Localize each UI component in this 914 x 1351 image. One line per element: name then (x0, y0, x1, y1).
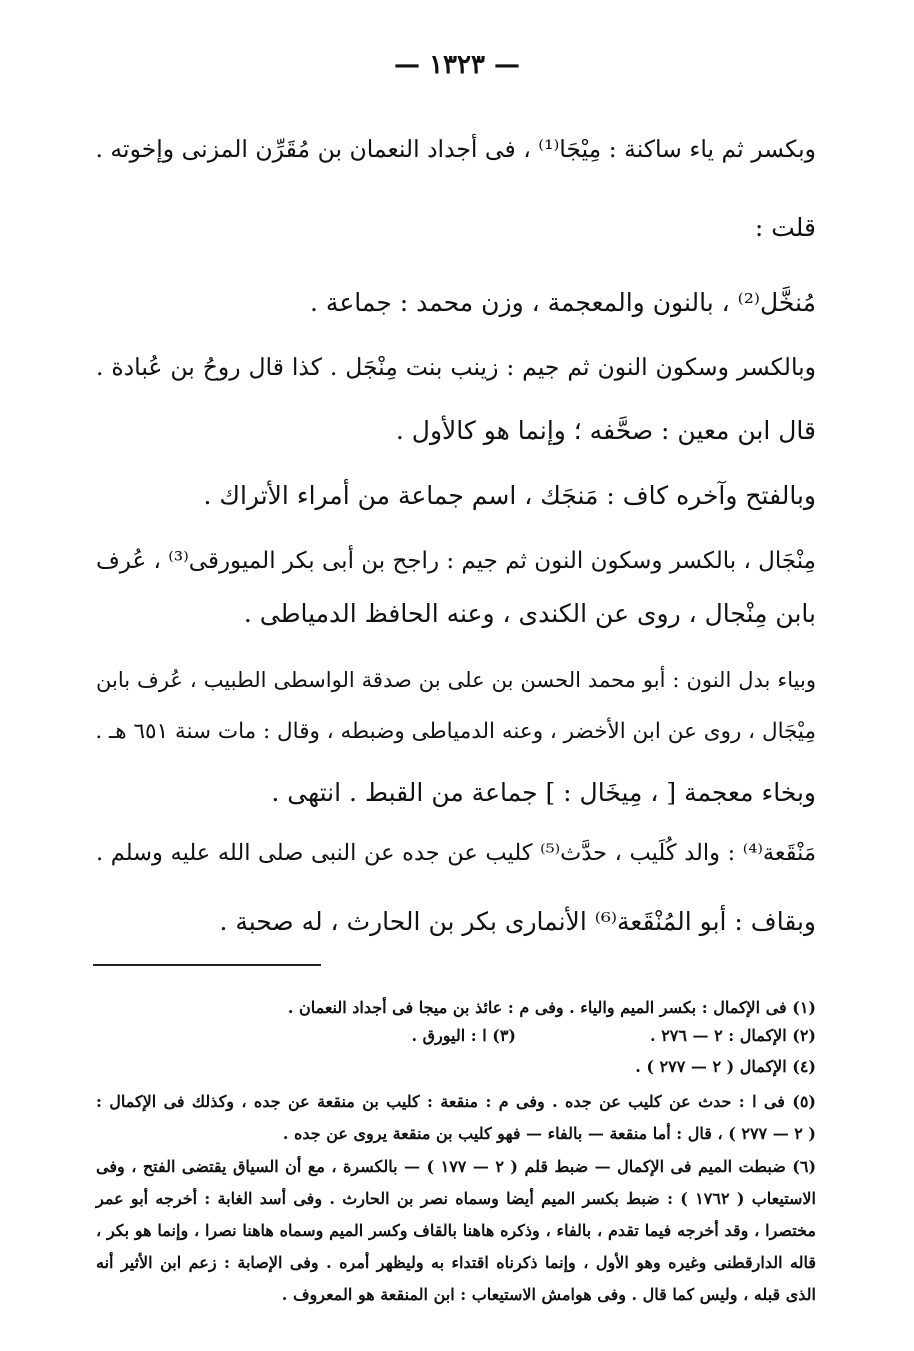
footnote-divider (93, 964, 321, 966)
footnote-5-line: ( ٢ — ٢٧٧ ) ، قال : أما منقعة — بالفاء — فهو كليب بن منقعة يروى عن جده . (282, 1124, 816, 1143)
text-line: بابن مِنْجال ، روى عن الكندى ، وعنه الحافظ الدمياطى . (243, 599, 816, 628)
text-line: مِيْجَال ، روى عن ابن الأخضر ، وعنه الدمياطى وضبطه ، وقال : مات سنة ٦٥١ هـ . (95, 719, 816, 744)
footnote-5-line: (٥) فى ا : حدث عن كليب عن جده . وفى م : منقعة : كليب بن منقعة عن جده ، وكذلك فى الإكمال : (96, 1092, 816, 1111)
section-heading: قلت : (754, 213, 816, 242)
text-line: وبقاف : أبو المُنْقَعة⁽⁶⁾ الأنمارى بكر بن الحارث ، له صحبة . (219, 907, 816, 936)
footnote-6-line: (٦) ضبطت الميم فى الإكمال — ضبط قلم ( ٢ — ١٧٧ ) — بالكسرة ، مع أن السياق يقتضى الفتح ، وفى (96, 1157, 817, 1176)
footnote-3: (٣) ا : اليورق . (411, 1026, 516, 1045)
footnote-6-line: الاستيعاب ( ١٧٦٢ ) : ضبط بكسر الميم أيضا وسماه نصر بن الحارث . وفى أسد الغابة : أخرجه أبو عمر (96, 1189, 816, 1208)
text-line: وبالكسر وسكون النون ثم جيم : زينب بنت مِنْجَل . كذا قال روحُ بن عُبادة . (96, 353, 816, 381)
text-line: مُنخَّل⁽²⁾ ، بالنون والمعجمة ، وزن محمد : جماعة . (310, 288, 816, 317)
footnote-6-line: الذى قبله ، وليس كما قال . وفى هوامش الاستيعاب : ابن المنقعة هو المعروف . (281, 1285, 816, 1304)
text-line: وبخاء معجمة [ ، مِيخَال : ] جماعة من القبط . انتهى . (271, 778, 816, 807)
footnote-row-2-3 (96, 1024, 816, 1048)
text-line: وبكسر ثم ياء ساكنة : مِيْجَا⁽¹⁾ ، فى أجداد النعمان بن مُقَرِّن المزنى وإخوته . (95, 135, 816, 163)
text-line: وبياء بدل النون : أبو محمد الحسن بن على بن صدقة الواسطى الطبيب ، عُرف بابن (96, 668, 816, 692)
footnote-4: (٤) الإكمال ( ٢ — ٢٧٧ ) . (635, 1057, 816, 1076)
text-line: مِنْجَال ، بالكسر وسكون النون ثم جيم : راجح بن أبى بكر الميورقى⁽³⁾ ، عُرف (95, 548, 816, 574)
text-line: وبالفتح وآخره كاف : مَنجَك ، اسم جماعة من أمراء الأتراك . (203, 481, 816, 510)
page-number: — ١٣٢٣ — (394, 50, 520, 80)
footnote-2: (٢) الإكمال : ٢ — ٢٧٦ . (650, 1026, 816, 1045)
footnote-6-line: مختصرا ، وقد أخرجه فيما تقدم ، بالفاء ، وذكره هاهنا بالقاف وكسر الميم وسماه هاهنا نصرا ، وإنما هو بكر ، (96, 1221, 816, 1240)
text-line: مَنْقَعة⁽⁴⁾ : والد كُلَيب ، حدَّث⁽⁵⁾ كليب عن جده عن النبى صلى الله عليه وسلم . (96, 840, 817, 866)
footnote-6-line: قاله الدارقطنى وغيره وهو الأول ، وإنما ذكرناه اقتداء به وليظهر أمره . وفى الإصابة : زعم ابن الأثير أنه (96, 1253, 816, 1272)
text-line: قال ابن معين : صحَّفه ؛ وإنما هو كالأول . (395, 416, 816, 445)
footnote-1: (١) فى الإكمال : بكسر الميم والياء . وفى م : عائذ بن ميجا فى أجداد النعمان . (287, 998, 816, 1017)
